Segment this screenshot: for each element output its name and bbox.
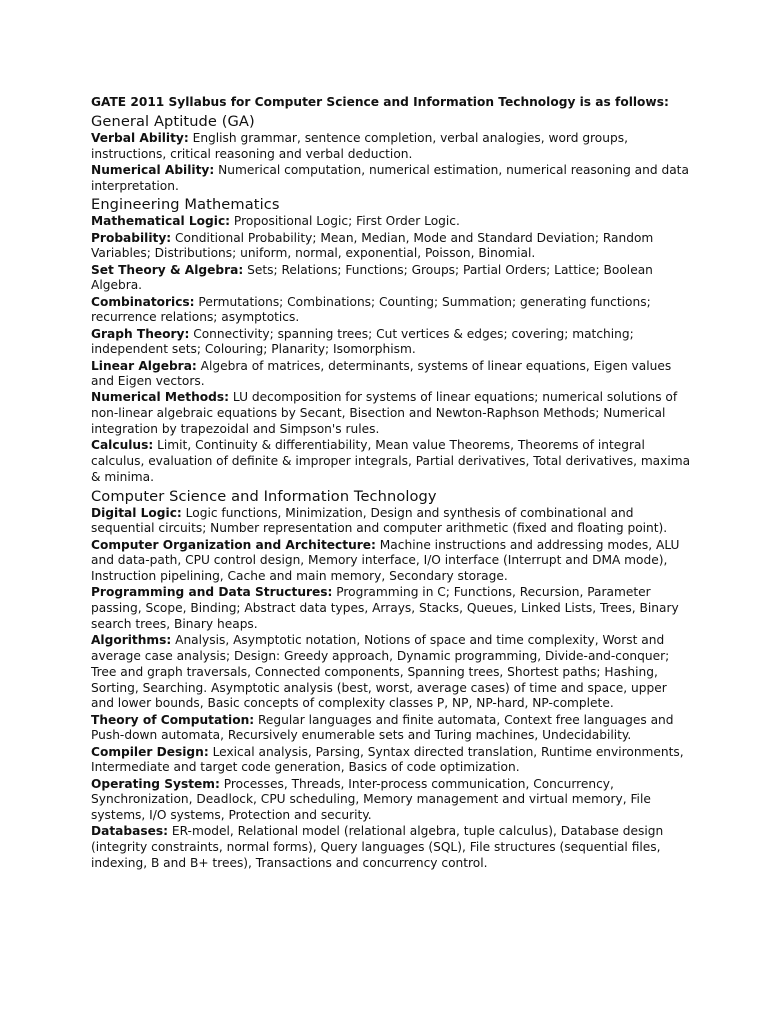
syllabus-item-programming-data-structures bbox=[91, 585, 691, 632]
item-text: LU decomposition for systems of linear equations; numerical solutions of non-linear algebraic equations by Secant, Bisection and Newton-Raphson Methods; Numerical integration by trapezoidal and Simpson's rules. bbox=[91, 390, 678, 437]
item-text: Connectivity; spanning trees; Cut vertices & edges; covering; matching; independent sets; Colouring; Planarity; Isomorphism. bbox=[91, 326, 634, 357]
item-label: Set Theory & Algebra: bbox=[91, 262, 244, 277]
item-text: Programming in C; Functions, Recursion, Parameter passing, Scope, Binding; Abstract data types, Arrays, Stacks, Queues, Linked Lists, Trees, Binary search trees, Binary heaps. bbox=[91, 585, 679, 632]
item-label: Computer Organization and Architecture: bbox=[91, 537, 376, 552]
syllabus-item-numerical-methods bbox=[91, 390, 691, 437]
section-heading: Computer Science and Information Technology bbox=[91, 487, 437, 505]
syllabus-item-calculus bbox=[91, 438, 691, 485]
syllabus-item-operating-system bbox=[91, 777, 691, 824]
syllabus-item-combinatorics bbox=[91, 295, 691, 327]
item-label: Compiler Design: bbox=[91, 744, 209, 759]
item-text: Logic functions, Minimization, Design and synthesis of combinational and sequential circuits; Number representation and computer arithmetic (fixed and floating point). bbox=[91, 505, 668, 536]
syllabus-item-algorithms bbox=[91, 633, 691, 712]
item-text: Regular languages and finite automata, Context free languages and Push-down automata, Recursively enumerable sets and Turing machines, Undecidability. bbox=[91, 712, 674, 743]
item-label: Linear Algebra: bbox=[91, 358, 197, 373]
syllabus-item-probability bbox=[91, 231, 691, 263]
item-text: English grammar, sentence completion, verbal analogies, word groups, instructions, critical reasoning and verbal deduction. bbox=[91, 130, 628, 161]
item-text: Propositional Logic; First Order Logic. bbox=[230, 214, 460, 229]
section-computer-science-it bbox=[91, 487, 691, 872]
item-text: ER-model, Relational model (relational algebra, tuple calculus), Database design (integrity constraints, normal forms), Query languages (SQL), File structures (sequential files, indexing, B and B+ trees), Transactions and concurrency control. bbox=[91, 824, 664, 870]
item-label: Graph Theory: bbox=[91, 326, 190, 341]
section-heading: General Aptitude (GA) bbox=[91, 112, 255, 130]
syllabus-item-verbal-ability bbox=[91, 131, 691, 163]
section-general-aptitude bbox=[91, 112, 691, 195]
syllabus-item-computer-organization bbox=[91, 538, 691, 585]
item-label: Calculus: bbox=[91, 438, 154, 453]
item-text: Lexical analysis, Parsing, Syntax directed translation, Runtime environments, Intermediate and target code generation, Basics of code optimization. bbox=[91, 744, 684, 775]
syllabus-item-graph-theory bbox=[91, 327, 691, 359]
item-label: Numerical Ability: bbox=[91, 162, 215, 177]
item-text: Analysis, Asymptotic notation, Notions of space and time complexity, Worst and average case analysis; Design: Greedy approach, Dynamic programming, Divide-and-conquer; Tree and graph traversals, Connected components, Spanning trees, Shortest paths; Hashing, Sorting, Searching. Asymptotic analysis (best, worst, average cases) of time and space, upper and lower bounds, Basic concepts of complexity classes P, NP, NP-hard, NP-complete. bbox=[91, 633, 670, 711]
item-text: Algebra of matrices, determinants, systems of linear equations, Eigen values and Eigen vectors. bbox=[91, 358, 672, 389]
item-label: Verbal Ability: bbox=[91, 130, 189, 145]
syllabus-document bbox=[91, 95, 691, 872]
item-label: Algorithms: bbox=[91, 633, 172, 648]
item-label: Mathematical Logic: bbox=[91, 214, 231, 229]
section-heading: Engineering Mathematics bbox=[91, 196, 280, 214]
syllabus-item-mathematical-logic bbox=[91, 214, 691, 230]
syllabus-item-digital-logic bbox=[91, 506, 691, 538]
syllabus-item-compiler-design bbox=[91, 745, 691, 777]
item-text: Sets; Relations; Functions; Groups; Partial Orders; Lattice; Boolean Algebra. bbox=[91, 262, 653, 293]
item-label: Databases: bbox=[91, 824, 168, 839]
item-label: Combinatorics: bbox=[91, 294, 195, 309]
syllabus-item-numerical-ability bbox=[91, 163, 691, 195]
item-text: Permutations; Combinations; Counting; Summation; generating functions; recurrence relations; asymptotics. bbox=[91, 294, 651, 325]
item-label: Programming and Data Structures: bbox=[91, 585, 333, 600]
item-text: Conditional Probability; Mean, Median, Mode and Standard Deviation; Random Variables; Distributions; uniform, normal, exponential, Poisson, Binomial. bbox=[91, 230, 654, 261]
item-text: Numerical computation, numerical estimation, numerical reasoning and data interpretation. bbox=[91, 162, 689, 193]
section-engineering-mathematics bbox=[91, 195, 691, 485]
item-label: Digital Logic: bbox=[91, 505, 182, 520]
syllabus-item-theory-of-computation bbox=[91, 713, 691, 745]
item-text: Machine instructions and addressing modes, ALU and data-path, CPU control design, Memory interface, I/O interface (Interrupt and DMA mode), Instruction pipelining, Cache and main memory, Secondary storage. bbox=[91, 537, 680, 584]
item-label: Numerical Methods: bbox=[91, 390, 230, 405]
item-label: Probability: bbox=[91, 230, 172, 245]
syllabus-item-linear-algebra bbox=[91, 359, 691, 391]
item-label: Theory of Computation: bbox=[91, 712, 255, 727]
item-text: Processes, Threads, Inter-process communication, Concurrency, Synchronization, Deadlock, CPU scheduling, Memory management and virtual memory, File systems, I/O systems, Protection and security. bbox=[91, 776, 651, 823]
document-title: GATE 2011 Syllabus for Computer Science and Information Technology is as follows: bbox=[91, 95, 669, 109]
syllabus-item-databases bbox=[91, 824, 691, 871]
syllabus-item-set-theory-algebra bbox=[91, 263, 691, 295]
item-text: Limit, Continuity & differentiability, Mean value Theorems, Theorems of integral calculus, evaluation of definite & improper integrals, Partial derivatives, Total derivatives, maxima & minima. bbox=[91, 438, 691, 484]
item-label: Operating System: bbox=[91, 776, 220, 791]
